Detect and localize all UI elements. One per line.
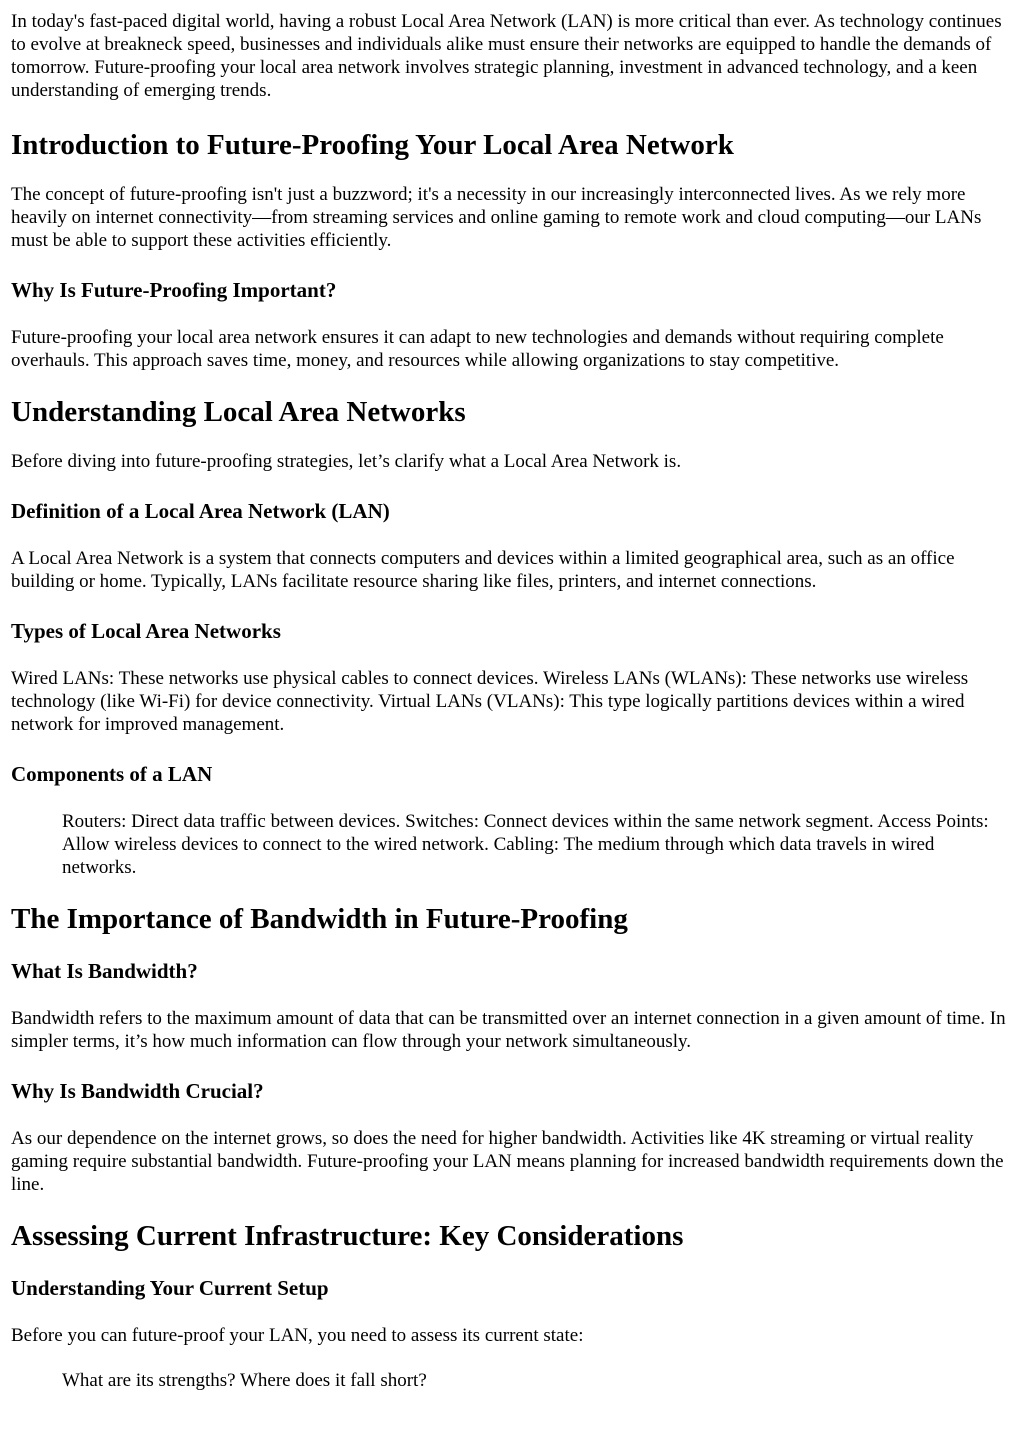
subsection-heading-what-is-bandwidth: What Is Bandwidth?: [11, 959, 198, 983]
section-heading-bandwidth: The Importance of Bandwidth in Future-Proofing: [11, 903, 628, 935]
questions-blockquote: What are its strengths? Where does it fall short?: [62, 1370, 427, 1391]
subsection-paragraph: Future-proofing your local area network ensures it can adapt to new technologies and demands without requiring complete overhauls. This approach saves time, money, and resources while allowing organizations to stay competitive.: [11, 327, 944, 371]
section-paragraph: Before diving into future-proofing strategies, let’s clarify what a Local Area Network is.: [11, 451, 682, 472]
subsection-heading-definition: Definition of a Local Area Network (LAN): [11, 499, 390, 523]
subsection-paragraph: A Local Area Network is a system that connects computers and devices within a limited geographical area, such as an office building or home. Typically, LANs facilitate resource sharing like files, printers, and internet connections.: [11, 548, 955, 592]
section-heading-introduction: Introduction to Future-Proofing Your Local Area Network: [11, 129, 734, 161]
subsection-heading-why-important: Why Is Future-Proofing Important?: [11, 278, 337, 302]
section-paragraph: The concept of future-proofing isn't just a buzzword; it's a necessity in our increasingly interconnected lives. As we rely more heavily on internet connectivity—from streaming services and online gaming to remote work and cloud computing—our LANs must be able to support these activities efficiently.: [11, 184, 982, 251]
subsection-heading-components: Components of a LAN: [11, 762, 213, 786]
components-blockquote: Routers: Direct data traffic between devices. Switches: Connect devices within the same network segment. Access Points: Allow wireless devices to connect to the wired network. Cabling: The medium through which data travels in wired networks.: [62, 811, 989, 878]
subsection-paragraph: Wired LANs: These networks use physical cables to connect devices. Wireless LANs (WLANs): These networks use wireless technology (like Wi-Fi) for device connectivity. Virtual LANs (VLANs): This type logically partitions devices within a wired network for improved management.: [11, 668, 969, 735]
intro-paragraph: In today's fast-paced digital world, having a robust Local Area Network (LAN) is more critical than ever. As technology continues to evolve at breakneck speed, businesses and individuals alike must ensure their networks are equipped to handle the demands of tomorrow. Future-proofing your local area network involves strategic planning, investment in advanced technology, and a keen understanding of emerging trends.: [11, 11, 1002, 101]
section-heading-understanding: Understanding Local Area Networks: [11, 396, 466, 428]
subsection-paragraph: Before you can future-proof your LAN, you need to assess its current state:: [11, 1325, 584, 1346]
subsection-heading-types: Types of Local Area Networks: [11, 619, 281, 643]
subsection-heading-why-bandwidth: Why Is Bandwidth Crucial?: [11, 1079, 264, 1103]
subsection-paragraph: As our dependence on the internet grows, so does the need for higher bandwidth. Activities like 4K streaming or virtual reality gaming require substantial bandwidth. Future-proofing your LAN means planning for increased bandwidth requirements down the line.: [11, 1128, 1004, 1195]
subsection-heading-current-setup: Understanding Your Current Setup: [11, 1276, 329, 1300]
subsection-paragraph: Bandwidth refers to the maximum amount of data that can be transmitted over an internet connection in a given amount of time. In simpler terms, it’s how much information can flow through your network simultaneously.: [11, 1008, 1006, 1052]
section-heading-assessing: Assessing Current Infrastructure: Key Considerations: [11, 1220, 684, 1252]
